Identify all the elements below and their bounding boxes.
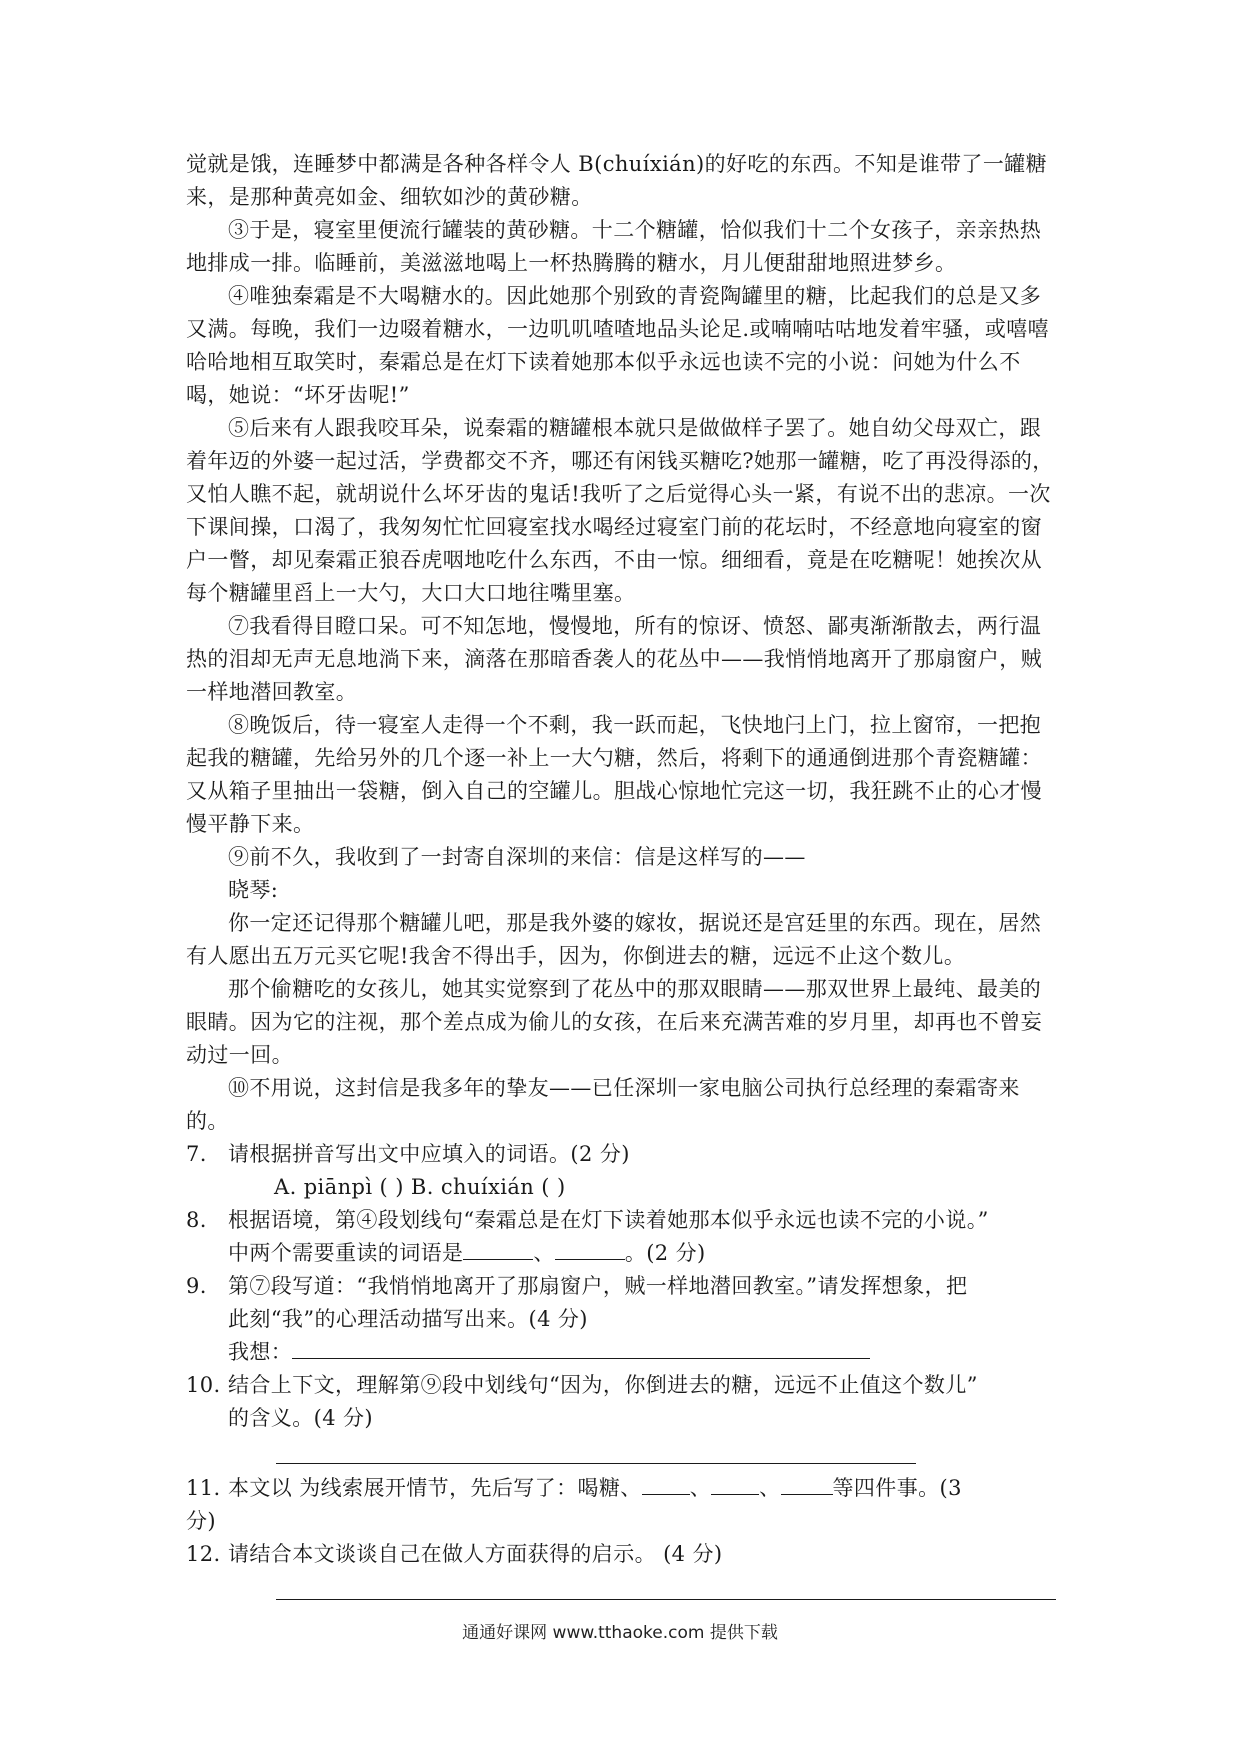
footer-credit: 通通好课网 www.tthaoke.com 提供下载 xyxy=(462,1623,778,1643)
paragraph-continuation: 觉就是饿，连睡梦中都满是各种各样令人 B(chuíxián)的好吃的东西。不知是谁带了一罐糖来，是那种黄亮如金、细软如沙的黄砂糖。 xyxy=(186,152,1048,209)
question-text: 结合上下文，理解第⑨段中划线句“因为，你倒进去的糖，远远不止值这个数儿” xyxy=(228,1373,978,1397)
question-11 xyxy=(186,1472,1056,1538)
answer-line[interactable] xyxy=(276,1435,916,1464)
letter-paragraph-2: 那个偷糖吃的女孩儿，她其实觉察到了花丛中的那双眼睛——那双世界上最纯、最美的眼睛。因为它的注视，那个差点成为偷儿的女孩，在后来充满苦难的岁月里，却再也不曾妄动过一回。 xyxy=(186,977,1042,1067)
answer-line[interactable] xyxy=(292,1336,870,1359)
question-8 xyxy=(186,1204,1056,1270)
question-number: 8. xyxy=(186,1208,207,1232)
question-number: 9. xyxy=(186,1274,207,1298)
question-12 xyxy=(186,1538,1056,1600)
answer-blank[interactable] xyxy=(781,1472,833,1495)
question-text: 的含义。(4 分) xyxy=(228,1406,374,1430)
answer-blank[interactable] xyxy=(642,1472,690,1495)
paragraph-9: ⑨前不久，我收到了一封寄自深圳的来信：信是这样写的—— xyxy=(228,845,806,869)
answer-line[interactable] xyxy=(276,1571,1056,1600)
paragraph-7: ⑦我看得目瞪口呆。可不知怎地，慢慢地，所有的惊讶、愤怒、鄙夷渐渐散去，两行温热的泪却无声无息地淌下来，滴落在那暗香袭人的花丛中——我悄悄地离开了那扇窗户，贼一样地潜回教室。 xyxy=(186,614,1042,704)
question-text: 此刻“我”的心理活动描写出来。(4 分) xyxy=(228,1307,588,1331)
question-9 xyxy=(186,1270,1056,1369)
reading-passage xyxy=(186,148,1056,1600)
paragraph-8: ⑧晚饭后，待一寝室人走得一个不剩，我一跃而起，飞快地闩上门，拉上窗帘，一把抱起我的糖罐，先给另外的几个逐一补上一大勺糖，然后，将剩下的通通倒进那个青瓷糖罐：又从箱子里抽出一袋糖，倒入自己的空罐儿。胆战心惊地忙完这一切，我狂跳不止的心才慢慢平静下来。 xyxy=(186,713,1042,836)
letter-salutation: 晓琴: xyxy=(228,878,279,902)
paragraph-3: ③于是，寝室里便流行罐装的黄砂糖。十二个糖罐，恰似我们十二个女孩子，亲亲热热地排成一排。临睡前，美滋滋地喝上一杯热腾腾的糖水，月儿便甜甜地照进梦乡。 xyxy=(186,218,1042,275)
question-7 xyxy=(186,1138,1056,1204)
question-text: 等四件事。(3 xyxy=(832,1476,962,1500)
paragraph-4: ④唯独秦霜是不大喝糖水的。因此她那个别致的青瓷陶罐里的糖，比起我们的总是又多又满。每晚，我们一边啜着糖水，一边叽叽喳喳地品头论足.或喃喃咕咕地发着牢骚，或嘻嘻哈哈地相互取笑时，秦霜总是在灯下读着她那本似乎永远也读不完的小说：问她为什么不喝，她说：“坏牙齿呢!” xyxy=(186,284,1050,407)
separator: 、 xyxy=(689,1476,712,1500)
question-text: 中两个需要重读的词语是 xyxy=(228,1241,464,1265)
question-number: 7. xyxy=(186,1142,207,1166)
question-text: 根据语境，第④段划线句“秦霜总是在灯下读着她那本似乎永远也读不完的小说。” xyxy=(228,1208,989,1232)
question-text: 请根据拼音写出文中应填入的词语。(2 分) xyxy=(228,1142,630,1166)
question-text: 本文以 为线索展开情节，先后写了：喝糖、 xyxy=(228,1476,642,1500)
answer-blank[interactable] xyxy=(463,1237,533,1260)
letter-paragraph-1: 你一定还记得那个糖罐儿吧，那是我外婆的嫁妆，据说还是宫廷里的东西。现在，居然有人愿出五万元买它呢!我舍不得出手，因为，你倒进去的糖，远远不止这个数儿。 xyxy=(186,911,1042,968)
question-text: 请结合本文谈谈自己在做人方面获得的启示。 (4 分) xyxy=(228,1542,723,1566)
answer-prompt: 我想： xyxy=(228,1340,293,1364)
question-10 xyxy=(186,1369,1056,1464)
question-7-blanks[interactable]: A. piānpì ( ) B. chuíxián ( ) xyxy=(274,1175,566,1199)
question-text: 。(2 分) xyxy=(624,1241,706,1265)
answer-blank[interactable] xyxy=(711,1472,759,1495)
paragraph-10: ⑩不用说，这封信是我多年的挚友——已任深圳一家电脑公司执行总经理的秦霜寄来的。 xyxy=(186,1076,1020,1133)
separator: 、 xyxy=(759,1476,781,1500)
question-text: 分) xyxy=(186,1509,216,1533)
question-number: 10. xyxy=(186,1373,221,1397)
question-number: 11. xyxy=(186,1476,221,1500)
separator: 、 xyxy=(533,1241,555,1265)
question-text: 第⑦段写道：“我悄悄地离开了那扇窗户，贼一样地潜回教室。”请发挥想象，把 xyxy=(228,1274,968,1298)
question-number: 12. xyxy=(186,1542,221,1566)
answer-blank[interactable] xyxy=(555,1237,625,1260)
paragraph-5: ⑤后来有人跟我咬耳朵，说秦霜的糖罐根本就只是做做样子罢了。她自幼父母双亡，跟着年迈的外婆一起过活，学费都交不齐，哪还有闲钱买糖吃?她那一罐糖，吃了再没得添的，又怕人瞧不起，就胡说什么坏牙齿的鬼话!我听了之后觉得心头一紧，有说不出的悲凉。一次下课间操，口渴了，我匆匆忙忙回寝室找水喝经过寝室门前的花坛时，不经意地向寝室的窗户一瞥，却见秦霜正狼吞虎咽地吃什么东西，不由一惊。细细看，竟是在吃糖呢！她挨次从每个糖罐里舀上一大勺，大口大口地往嘴里塞。 xyxy=(186,416,1054,605)
